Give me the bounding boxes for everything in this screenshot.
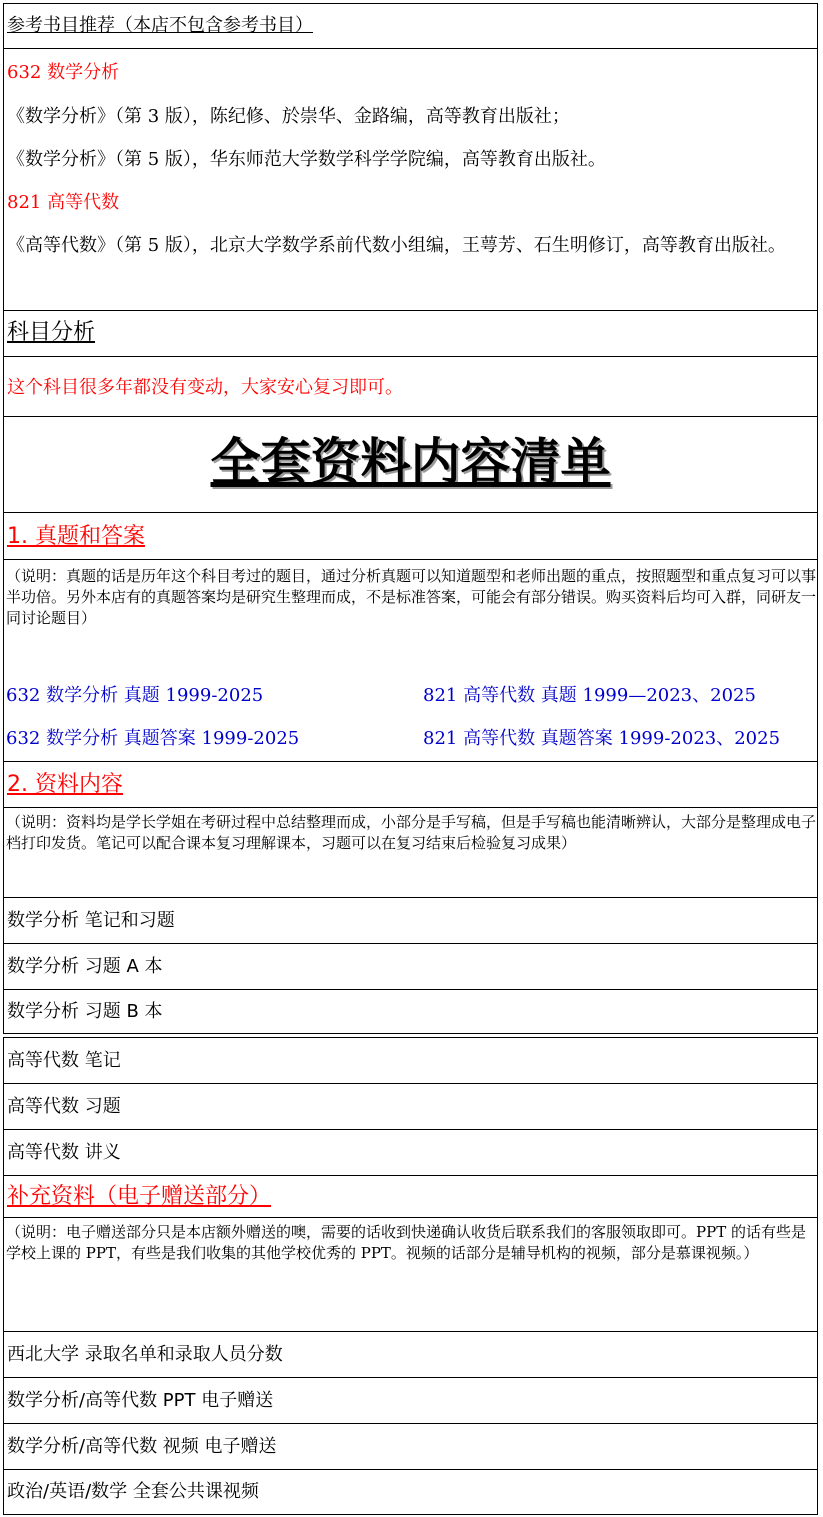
analysis-heading-row bbox=[3, 310, 818, 356]
material-item: 高等代数 笔记 bbox=[7, 1050, 121, 1071]
analysis-text-row bbox=[3, 356, 818, 416]
section1-body bbox=[3, 559, 818, 761]
section2-note: （说明：资料均是学长学姐在考研过程中总结整理而成，小部分是手写稿，但是手写稿也能清晰辨认，大部分是整理成电子档打印发货。笔记可以配合课本复习理解课本，习题可以在复习结束后检验复习成果） bbox=[6, 813, 817, 852]
book-1: 《数学分析》（第 3 版），陈纪修、於崇华、金路编，高等教育出版社； bbox=[7, 106, 570, 127]
list-item bbox=[3, 1331, 818, 1377]
references-block bbox=[3, 48, 818, 310]
list-item bbox=[3, 1377, 818, 1423]
list-item bbox=[3, 1129, 818, 1175]
bonus-item: 西北大学 录取名单和录取人员分数 bbox=[7, 1344, 283, 1365]
analysis-text: 这个科目很多年都没有变动，大家安心复习即可。 bbox=[7, 377, 403, 398]
material-item: 数学分析 习题 B 本 bbox=[7, 1001, 163, 1022]
list-item bbox=[3, 989, 818, 1034]
exam-item: 821 高等代数 真题 1999—2023、2025 bbox=[423, 685, 756, 706]
list-item bbox=[3, 1423, 818, 1469]
list-item bbox=[3, 1469, 818, 1515]
analysis-heading: 科目分析 bbox=[7, 320, 96, 345]
section3-note-row bbox=[3, 1217, 818, 1331]
bonus-item: 政治/英语/数学 全套公共课视频 bbox=[7, 1481, 259, 1502]
exam-item: 632 数学分析 真题 1999-2025 bbox=[6, 685, 264, 706]
section1-heading: 1. 真题和答案 bbox=[7, 524, 145, 549]
list-item bbox=[3, 1083, 818, 1129]
section3-note: （说明：电子赠送部分只是本店额外赠送的噢，需要的话收到快递确认收货后联系我们的客服领取即可。PPT 的话有些是学校上课的 PPT，有些是我们收集的其他学校优秀的 PPT。视频的话部分是辅导机构的视频，部分是慕课视频。） bbox=[6, 1223, 806, 1262]
list-item bbox=[3, 1037, 818, 1083]
book-2: 《数学分析》（第 5 版），华东师范大学数学科学学院编，高等教育出版社。 bbox=[7, 149, 606, 170]
exam-item: 632 数学分析 真题答案 1999-2025 bbox=[6, 728, 300, 749]
section2-note-row bbox=[3, 807, 818, 897]
material-item: 高等代数 习题 bbox=[7, 1096, 121, 1117]
main-title: 全套资料内容清单 bbox=[210, 433, 611, 491]
section3-heading-row bbox=[3, 1175, 818, 1217]
exam-item: 821 高等代数 真题答案 1999-2023、2025 bbox=[423, 728, 781, 749]
material-item: 数学分析 笔记和习题 bbox=[7, 910, 175, 931]
bonus-item: 数学分析/高等代数 视频 电子赠送 bbox=[7, 1436, 277, 1457]
material-item: 数学分析 习题 A 本 bbox=[7, 956, 163, 977]
subject-821-label: 821 高等代数 bbox=[7, 192, 120, 213]
section2-heading: 2. 资料内容 bbox=[7, 772, 123, 797]
section3-heading: 补充资料（电子赠送部分） bbox=[7, 1184, 272, 1209]
section1-heading-row bbox=[3, 512, 818, 559]
list-item bbox=[3, 897, 818, 943]
references-heading: 参考书目推荐（本店不包含参考书目） bbox=[7, 15, 313, 36]
section2-heading-row bbox=[3, 761, 818, 807]
bonus-item: 数学分析/高等代数 PPT 电子赠送 bbox=[7, 1390, 274, 1411]
section1-note: （说明：真题的话是历年这个科目考过的题目，通过分析真题可以知道题型和老师出题的重点，按照题型和重点复习可以事半功倍。另外本店有的真题答案均是研究生整理而成，不是标准答案，可能会有部分错误。购买资料后均可入群，同研友一同讨论题目） bbox=[6, 567, 817, 627]
subject-632-label: 632 数学分析 bbox=[7, 62, 120, 83]
material-item: 高等代数 讲义 bbox=[7, 1142, 121, 1163]
book-3: 《高等代数》（第 5 版），北京大学数学系前代数小组编，王萼芳、石生明修订，高等教育出版社。 bbox=[7, 235, 786, 256]
references-heading-row bbox=[3, 3, 818, 48]
list-item bbox=[3, 943, 818, 989]
main-title-row bbox=[3, 416, 818, 512]
